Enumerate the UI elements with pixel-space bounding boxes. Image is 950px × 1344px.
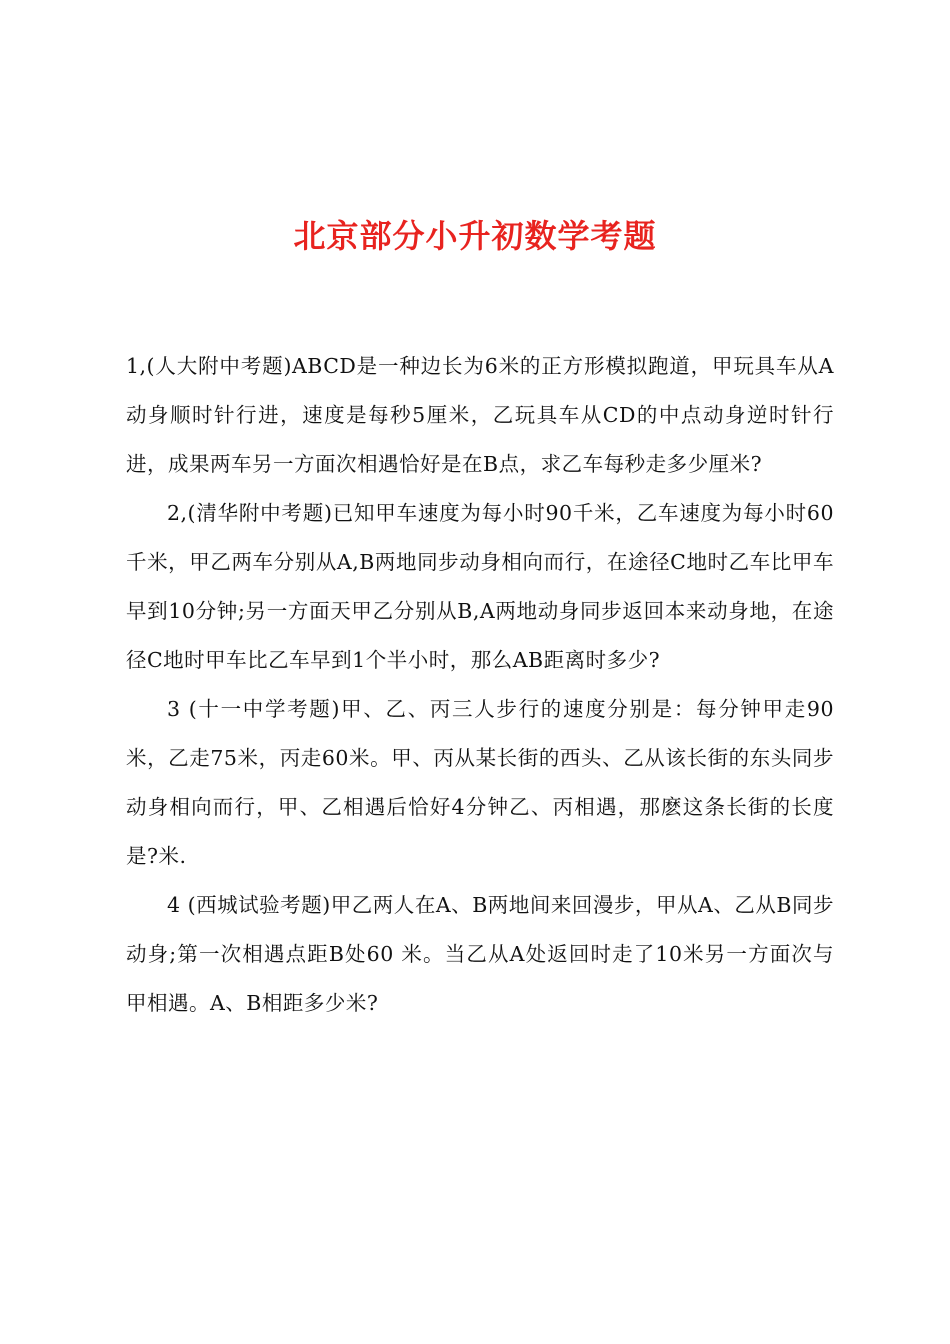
question-4: 4 (西城试验考题)甲乙两人在A、B两地间来回漫步，甲从A、乙从B同步动身;第一次相遇点距B处60 米。当乙从A处返回时走了10米另一方面次与甲相遇。A、B相距多少米? [126, 893, 834, 1015]
question-3: 3 (十一中学考题)甲、乙、丙三人步行的速度分别是：每分钟甲走90米，乙走75米，丙走60米。甲、丙从某长街的西头、乙从该长街的东头同步动身相向而行，甲、乙相遇后恰好4分钟乙、丙相遇，那麽这条长街的长度是?米. [126, 697, 834, 868]
document-body [126, 342, 834, 1028]
question-2: 2,(清华附中考题)已知甲车速度为每小时90千米，乙车速度为每小时60千米，甲乙两车分别从A,B两地同步动身相向而行，在途径C地时乙车比甲车早到10分钟;另一方面天甲乙分别从B,A两地动身同步返回本来动身地，在途径C地时甲车比乙车早到1个半小时，那么AB距离时多少? [126, 501, 834, 672]
question-1: 1,(人大附中考题)ABCD是一种边长为6米的正方形模拟跑道，甲玩具车从A动身顺时针行进，速度是每秒5厘米，乙玩具车从CD的中点动身逆时针行进，成果两车另一方面次相遇恰好是在B点，求乙车每秒走多少厘米? [126, 354, 834, 476]
document-title: 北京部分小升初数学考题 [293, 217, 657, 255]
